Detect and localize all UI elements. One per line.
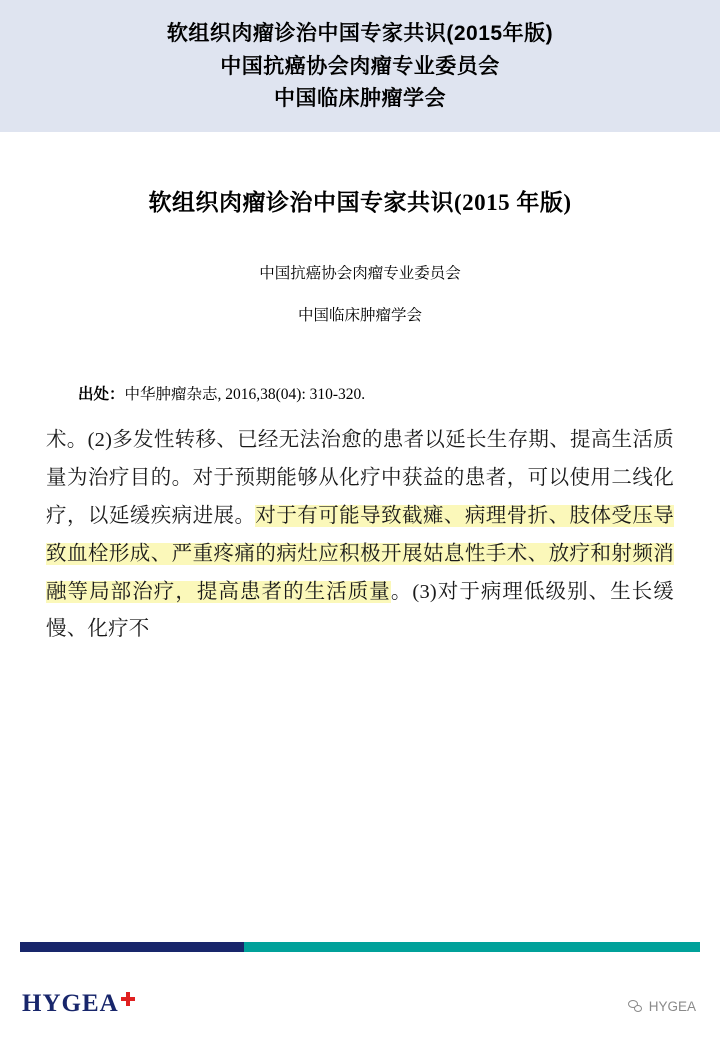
footer-bar-teal <box>244 942 700 952</box>
document-paragraph <box>40 422 680 650</box>
paragraph-text-after-highlight: 。(3)对于病理低级别、生长缓慢、化疗不 <box>46 580 675 641</box>
document-organization-2: 中国临床肿瘤学会 <box>297 307 422 325</box>
wechat-account-tag <box>628 999 696 1014</box>
header-title-line-2: 中国抗癌协会肉瘤专业委员会 <box>220 54 500 78</box>
footer-bar-dark <box>20 942 244 952</box>
header-title-line-1: 软组织肉瘤诊治中国专家共识(2015年版) <box>166 22 554 45</box>
document-title: 软组织肉瘤诊治中国专家共识(2015 年版) <box>148 189 572 215</box>
document-organization-1: 中国抗癌协会肉瘤专业委员会 <box>259 264 461 282</box>
source-label: 出处： <box>78 385 125 403</box>
wechat-account-label: HYGEA <box>648 999 696 1014</box>
document-source <box>78 382 680 404</box>
paragraph-text-before-highlight: 术。(2)多发性转移、已经无法治愈的患者以延长生存期、提高生活质量为治疗目的。对于预期能够从化疗中获益的患者，可以使用二线化疗，以延缓疾病进展。 <box>46 428 674 527</box>
brand-logo <box>22 990 135 1018</box>
medical-cross-icon <box>121 992 135 1006</box>
footer-color-bars <box>20 942 700 952</box>
document-body <box>0 184 720 650</box>
wechat-icon <box>628 1000 643 1013</box>
footer <box>0 958 720 1040</box>
brand-name: HYGEA <box>22 990 119 1017</box>
header-title-line-3: 中国临床肿瘤学会 <box>274 87 446 111</box>
paragraph-highlighted-text: 对于有可能导致截瘫、病理骨折、肢体受压导致血栓形成、严重疼痛的病灶应积极开展姑息性手术、放疗和射频消融等局部治疗，提高患者的生活质量 <box>46 504 675 603</box>
header-banner <box>0 0 720 132</box>
source-value: 中华肿瘤杂志, 2016,38(04): 310-320. <box>124 385 366 403</box>
